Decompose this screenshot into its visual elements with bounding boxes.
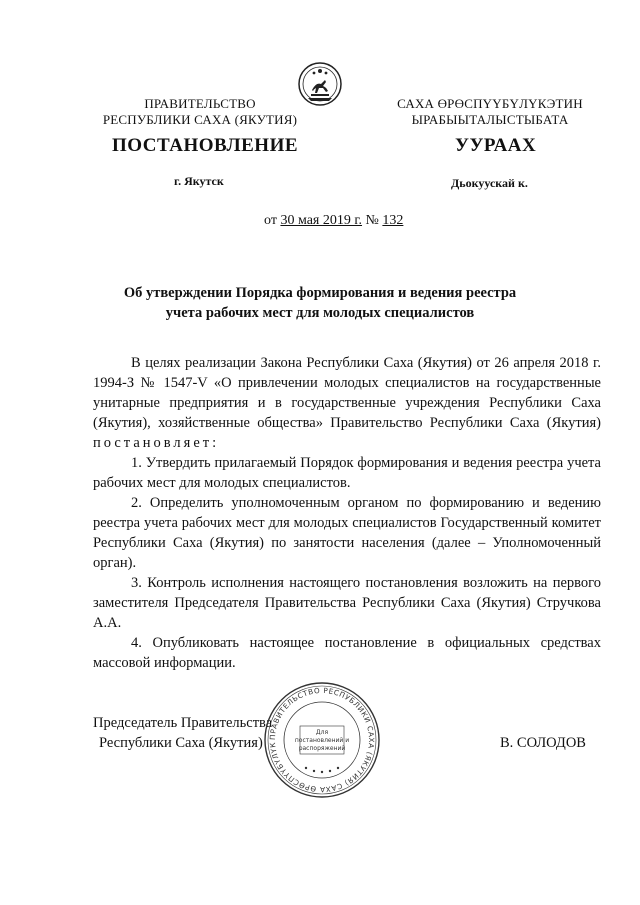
right-organization [390,96,590,128]
decree-number: 132 [382,213,404,228]
item-3: 3. Контроль исполнения настоящего постановления возложить на первого заместителя Председателя Правительства Республики Саха (Якутия) Стручкова А.А. [93,575,601,631]
decree-date: 30 мая 2019 г. [280,213,363,228]
decree-title [0,283,640,323]
title-line2: учета рабочих мест для молодых специалистов [165,305,475,321]
left-doc-type: ПОСТАНОВЛЕНИЕ [112,135,299,156]
official-seal [262,680,382,800]
number-sign: № [365,213,379,228]
decree-word: постановляет: [93,435,220,451]
left-org-line2: РЕСПУБЛИКИ САХА (ЯКУТИЯ) [102,112,298,127]
seal-inner-line1: Для [315,729,329,736]
signatory-position [93,713,272,753]
preamble-text: В целях реализации Закона Республики Саха (Якутия) от 26 апреля 2018 г. 1994-З № 1547-V «О привлечении молодых специалистов на государственные унитарные предприятия и в государственные учреждения Республики Саха (Якутия), хозяйственные общества» Правительство Республики Саха (Якутия) [93,355,601,431]
position-line2: Республики Саха (Якутия) [99,735,263,751]
seal-inner-line3: распоряжений [298,745,346,752]
seal-star-icons [305,767,339,773]
left-organization [100,96,300,128]
preamble-paragraph [93,353,601,453]
seal-ring-text: ПРАВИТЕЛЬСТВО РЕСПУБЛИКИ САХА (ЯКУТИЯ) САХА ӨРӨСПҮҮБҮЛҮК [267,685,377,795]
date-number-line [264,213,403,229]
right-doc-type: УУРААХ [455,135,537,156]
right-org-line1: САХА ӨРӨСПҮҮБҮЛҮКЭТИН [397,96,583,111]
left-org-line1: ПРАВИТЕЛЬСТВО [144,96,256,111]
item-1: 1. Утвердить прилагаемый Порядок формирования и ведения реестра учета рабочих мест для молодых специалистов. [93,455,601,491]
item-2: 2. Определить уполномоченным органом по формированию и ведению реестра учета рабочих мест для молодых специалистов Государственный комитет Республики Саха (Якутия) по занятости населения (далее – Уполномоченный орган). [93,495,601,571]
title-line1: Об утверждении Порядка формирования и ведения реестра [123,285,517,301]
decree-body [93,353,601,673]
date-prefix: от [264,213,277,228]
item-4: 4. Опубликовать настоящее постановление в официальных средствах массовой информации. [93,635,601,671]
position-line1: Председатель Правительства [93,715,273,731]
signatory-name: В. СОЛОДОВ [500,735,586,751]
right-city: Дьокуускай к. [451,176,528,190]
coat-of-arms-emblem [298,60,342,108]
seal-inner-line2: постановлений и [294,737,350,744]
left-city: г. Якутск [174,174,224,188]
right-org-line2: ЫРАБЫЫТАЛЫСТЫБАТА [411,112,569,127]
